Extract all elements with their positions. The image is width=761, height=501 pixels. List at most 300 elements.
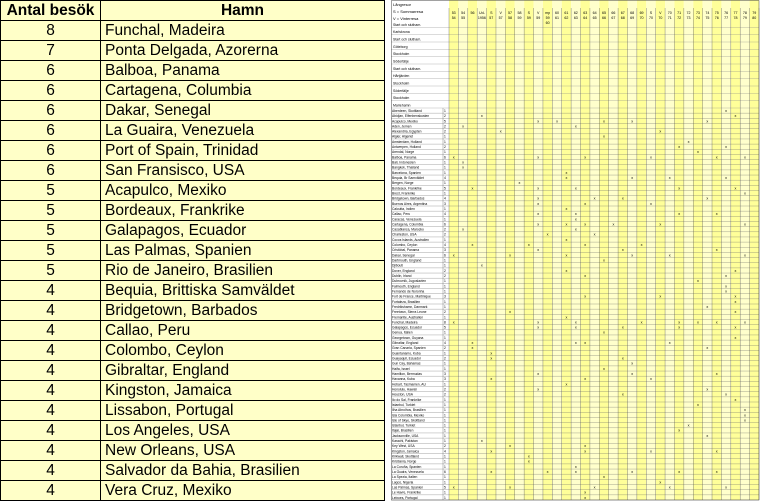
visit-count-cell: 4 bbox=[1, 281, 101, 301]
voyage-visit-mark: x bbox=[471, 186, 474, 191]
voyage-visit-mark: x bbox=[565, 176, 568, 181]
schedule-port-count: 2 bbox=[444, 227, 446, 232]
voyage-visit-mark: x bbox=[565, 315, 568, 320]
column-header-label: 59 bbox=[526, 16, 531, 20]
voyage-visit-mark: x bbox=[593, 485, 596, 490]
voyage-visit-mark: x bbox=[546, 470, 549, 475]
table-row bbox=[1, 321, 385, 341]
voyage-visit-mark: x bbox=[706, 346, 709, 351]
schedule-port-label: Houston, USA bbox=[392, 392, 413, 397]
schedule-port-label: Ilo do Sal, Frankrike bbox=[392, 397, 422, 402]
voyage-visit-mark: x bbox=[527, 459, 530, 464]
schedule-port-count: 1 bbox=[444, 289, 446, 294]
port-name-cell: San Fransisco, USA bbox=[101, 161, 385, 181]
schedule-port-label: Kirkwall, Skottland bbox=[392, 454, 419, 459]
voyage-visit-mark: x bbox=[631, 119, 634, 124]
visit-count-cell: 6 bbox=[1, 121, 101, 141]
voyage-visit-mark: x bbox=[621, 392, 624, 397]
column-header-label: 63 bbox=[573, 16, 578, 20]
voyage-visit-mark: x bbox=[678, 470, 681, 475]
table-row bbox=[1, 121, 385, 141]
schedule-port-label: Dakar, Senegal bbox=[392, 253, 415, 258]
table-row bbox=[1, 201, 385, 221]
voyage-visit-mark: x bbox=[659, 129, 662, 134]
schedule-port-count: 1 bbox=[444, 284, 446, 289]
schedule-port-count: 1 bbox=[444, 408, 446, 413]
column-header-label: 61 bbox=[564, 11, 569, 15]
schedule-port-label: Gun Cay, Bahamas bbox=[392, 361, 421, 366]
schedule-column-stripe bbox=[750, 0, 759, 500]
schedule-port-label: Jacksonville, USA bbox=[392, 433, 419, 438]
schedule-column-stripe bbox=[599, 0, 608, 500]
voyage-visit-mark: x bbox=[565, 253, 568, 258]
schedule-port-count: 2 bbox=[444, 346, 446, 351]
schedule-column-stripe bbox=[562, 0, 571, 500]
visit-count-cell: 5 bbox=[1, 201, 101, 221]
schedule-port-count: 1 bbox=[444, 304, 446, 309]
schedule-port-label: Acapulco, Mexiko bbox=[392, 119, 418, 124]
column-header-label: 58 bbox=[517, 11, 522, 15]
voyage-visit-mark: x bbox=[565, 206, 568, 211]
voyage-visit-mark: x bbox=[509, 444, 512, 449]
column-header-label: 56 bbox=[470, 11, 475, 15]
table-row bbox=[1, 481, 385, 501]
port-name-cell: Balboa, Panama bbox=[101, 61, 385, 81]
table-row bbox=[1, 261, 385, 281]
voyage-visit-mark: x bbox=[650, 201, 652, 206]
schedule-port-label: Fremantle, Australien bbox=[392, 315, 424, 320]
column-header-label: 70 bbox=[667, 11, 672, 15]
schedule-port-count: 6 bbox=[444, 470, 446, 475]
port-name-cell: Bridgetown, Barbados bbox=[101, 301, 385, 321]
schedule-port-label: Fort de France, Martinique bbox=[392, 294, 431, 299]
voyage-visit-mark: x bbox=[509, 310, 512, 315]
voyage-visit-mark: x bbox=[584, 155, 587, 160]
voyage-visit-mark: x bbox=[725, 485, 728, 490]
schedule-port-count: 1 bbox=[444, 480, 446, 485]
schedule-port-label: Gibraltar, England bbox=[392, 341, 419, 346]
column-header-label: 77 bbox=[724, 16, 729, 20]
schedule-port-count: 1 bbox=[444, 439, 446, 444]
column-header-label: 72 bbox=[686, 11, 691, 15]
visit-count-cell: 7 bbox=[1, 41, 101, 61]
schedule-column-stripe bbox=[496, 0, 505, 500]
schedule-port-count: 1 bbox=[444, 351, 446, 356]
voyage-visit-mark: x bbox=[452, 155, 455, 160]
schedule-port-label: Dover, England bbox=[392, 268, 415, 273]
table-row bbox=[1, 41, 385, 61]
voyage-visit-mark: x bbox=[537, 320, 540, 325]
voyage-visit-mark: x bbox=[584, 449, 587, 454]
column-header-label: 70 bbox=[639, 16, 644, 20]
voyage-visit-mark: x bbox=[668, 485, 671, 490]
voyage-visit-mark: x bbox=[725, 274, 728, 279]
voyage-visit-mark: x bbox=[631, 372, 634, 377]
legend-text: S = Sommarresa bbox=[393, 9, 424, 14]
section-row-label: Göteborg bbox=[393, 44, 408, 49]
column-header-label: 55 bbox=[461, 16, 466, 20]
voyage-visit-mark: x bbox=[743, 418, 746, 423]
voyage-visit-mark: x bbox=[603, 475, 605, 480]
voyage-visit-mark: x bbox=[490, 377, 493, 382]
section-row-label: Start och slutham. bbox=[393, 37, 422, 42]
section-row-label: Start och slutham. bbox=[393, 66, 422, 71]
voyage-visit-mark: x bbox=[537, 119, 540, 124]
schedule-port-count: 1 bbox=[444, 366, 446, 371]
schedule-port-count: 1 bbox=[444, 433, 446, 438]
voyage-schedule-grid bbox=[391, 0, 761, 501]
schedule-port-label: Isla Colombia, Mexiko bbox=[392, 413, 425, 418]
port-name-cell: Las Palmas, Spanien bbox=[101, 241, 385, 261]
voyage-visit-mark: x bbox=[715, 470, 718, 475]
table-row bbox=[1, 361, 385, 381]
schedule-port-count: 1 bbox=[444, 134, 446, 139]
voyage-visit-mark: x bbox=[603, 330, 605, 335]
voyage-visit-mark: x bbox=[631, 253, 634, 258]
voyage-visit-mark: x bbox=[640, 243, 643, 248]
schedule-port-count: 1 bbox=[444, 191, 446, 196]
schedule-port-label: Cristóbal, Panama bbox=[392, 248, 420, 253]
voyage-visit-mark: x bbox=[725, 145, 728, 150]
schedule-port-label: Djibouti bbox=[392, 263, 403, 268]
visit-count-cell: 4 bbox=[1, 341, 101, 361]
port-name-cell: Bequia, Brittiska Samväldet bbox=[101, 281, 385, 301]
column-header-label: S bbox=[527, 11, 531, 15]
schedule-column-stripe bbox=[740, 0, 749, 500]
voyage-visit-mark: x bbox=[696, 279, 699, 284]
column-header-label: V bbox=[659, 11, 662, 15]
schedule-port-label: Balboa, Panama bbox=[392, 155, 417, 160]
schedule-port-label: Charleston, USA bbox=[392, 232, 417, 237]
column-header-label: V bbox=[537, 11, 540, 15]
schedule-port-count: 2 bbox=[444, 114, 446, 119]
voyage-visit-mark: x bbox=[640, 320, 643, 325]
voyage-visit-mark: x bbox=[471, 243, 474, 248]
voyage-visit-mark: x bbox=[603, 258, 605, 263]
schedule-port-count: 6 bbox=[444, 253, 446, 258]
schedule-port-label: Isle of Skye, Skottland bbox=[392, 418, 425, 423]
port-name-cell: Callao, Peru bbox=[101, 321, 385, 341]
schedule-port-label: Itajai, Brasilien bbox=[392, 428, 414, 433]
port-name-cell: Salvador da Bahia, Brasilien bbox=[101, 461, 385, 481]
port-name-cell: La Guaira, Venezuela bbox=[101, 121, 385, 141]
voyage-visit-mark: x bbox=[518, 181, 521, 186]
voyage-visit-mark: x bbox=[574, 325, 577, 330]
legend-text: V = Vinterresa bbox=[393, 16, 419, 21]
voyage-visit-mark: x bbox=[546, 232, 549, 237]
visit-count-cell: 6 bbox=[1, 161, 101, 181]
schedule-port-label: Istanbul, Turkiet bbox=[392, 423, 416, 428]
column-header-label: 66 bbox=[602, 16, 606, 20]
column-header-label: V bbox=[499, 11, 502, 15]
schedule-port-label: Freetown, Sierra Leone bbox=[392, 310, 427, 315]
schedule-port-count: 1 bbox=[444, 413, 446, 418]
voyage-visit-mark: x bbox=[537, 155, 540, 160]
schedule-port-label: Amsterdam, Holland bbox=[392, 139, 422, 144]
column-header-label: 75 bbox=[714, 11, 719, 15]
schedule-port-label: Arendal, Norge bbox=[392, 150, 415, 155]
schedule-port-label: Cocos Islands, Australien bbox=[392, 237, 430, 242]
port-name-cell: Bordeaux, Frankrike bbox=[101, 201, 385, 221]
column-header-label: 72 bbox=[677, 16, 682, 20]
voyage-visit-mark: x bbox=[452, 485, 455, 490]
visit-count-cell: 4 bbox=[1, 481, 101, 501]
table-row bbox=[1, 301, 385, 321]
voyage-visit-mark: x bbox=[574, 227, 577, 232]
schedule-port-label: Cartagena, Columbia bbox=[392, 222, 424, 227]
schedule-port-count: 1 bbox=[444, 464, 446, 469]
voyage-schedule-grid-panel bbox=[391, 0, 761, 501]
voyage-visit-mark: x bbox=[480, 439, 483, 444]
schedule-port-count: 2 bbox=[444, 268, 446, 273]
schedule-port-count: 2 bbox=[444, 124, 446, 129]
schedule-column-stripe bbox=[543, 0, 552, 500]
port-name-cell: Port of Spain, Trinidad bbox=[101, 141, 385, 161]
column-header-label: 60 bbox=[555, 11, 560, 15]
voyage-visit-mark: x bbox=[734, 335, 737, 340]
voyage-visit-mark: x bbox=[565, 222, 568, 227]
visit-count-cell: 4 bbox=[1, 361, 101, 381]
schedule-port-count: 3 bbox=[444, 201, 446, 206]
schedule-column-stripe bbox=[674, 0, 683, 500]
voyage-visit-mark: x bbox=[490, 449, 493, 454]
schedule-port-count: 8 bbox=[444, 320, 446, 325]
column-header-label: 61 bbox=[555, 16, 560, 20]
schedule-port-label: Barcelona, Spanien bbox=[392, 170, 421, 175]
voyage-visit-mark: x bbox=[537, 387, 540, 392]
voyage-visit-mark: x bbox=[527, 243, 530, 248]
voyage-visit-mark: x bbox=[537, 222, 540, 227]
voyage-visit-mark: x bbox=[743, 253, 746, 258]
voyage-visit-mark: x bbox=[574, 217, 577, 222]
voyage-visit-mark: x bbox=[584, 201, 587, 206]
section-row-label: Hårtjärden bbox=[393, 74, 410, 79]
voyage-visit-mark: x bbox=[668, 341, 671, 346]
schedule-port-count: 1 bbox=[444, 263, 446, 268]
schedule-port-label: Galapagos, Ecuador bbox=[392, 325, 423, 330]
column-header-label: 73 bbox=[695, 11, 700, 15]
voyage-visit-mark: x bbox=[480, 114, 483, 119]
port-name-cell: Colombo, Ceylon bbox=[101, 341, 385, 361]
voyage-visit-mark: x bbox=[537, 196, 540, 201]
column-header-label: Ud- bbox=[478, 11, 485, 15]
table-row bbox=[1, 81, 385, 101]
voyage-visit-mark: x bbox=[537, 186, 540, 191]
voyage-visit-mark: x bbox=[631, 176, 634, 181]
column-header-label: 69 bbox=[639, 11, 644, 15]
voyage-visit-mark: x bbox=[715, 320, 718, 325]
schedule-column-stripe bbox=[552, 0, 561, 500]
schedule-port-count: 1 bbox=[444, 237, 446, 242]
schedule-port-label: La Guaira, Venezuela bbox=[392, 470, 424, 475]
voyage-visit-mark: x bbox=[715, 248, 718, 253]
voyage-visit-mark: x bbox=[706, 304, 709, 309]
schedule-port-count: 1 bbox=[444, 418, 446, 423]
voyage-visit-mark: x bbox=[471, 346, 474, 351]
schedule-port-count: 1 bbox=[444, 335, 446, 340]
voyage-visit-mark: x bbox=[537, 372, 540, 377]
column-header-label: 78 bbox=[733, 16, 738, 20]
port-name-cell: Rio de Janeiro, Brasilien bbox=[101, 261, 385, 281]
visit-count-cell: 5 bbox=[1, 241, 101, 261]
column-header-label: 69 bbox=[630, 16, 635, 20]
voyage-visit-mark: x bbox=[621, 325, 624, 330]
table-row bbox=[1, 161, 385, 181]
schedule-port-label: Dubrovnik, Jugoslavien bbox=[392, 279, 427, 284]
schedule-column-stripe bbox=[477, 0, 486, 500]
schedule-port-count: 6 bbox=[444, 222, 446, 227]
header-visit-count: Antal besök bbox=[1, 1, 101, 21]
schedule-port-count: 5 bbox=[444, 186, 446, 191]
ports-table-body bbox=[1, 21, 385, 501]
voyage-visit-mark: x bbox=[584, 243, 587, 248]
schedule-port-label: Buenos Aires, Argentina bbox=[392, 201, 428, 206]
column-header-label: 53 bbox=[451, 11, 456, 15]
schedule-port-label: Leixoes, Portugal bbox=[392, 495, 418, 500]
header-port: Hamn bbox=[101, 1, 385, 21]
schedule-port-count: 1 bbox=[444, 361, 446, 366]
voyage-visit-mark: x bbox=[668, 253, 671, 258]
schedule-column-stripe bbox=[458, 0, 467, 500]
visit-count-cell: 5 bbox=[1, 261, 101, 281]
visit-count-cell: 6 bbox=[1, 61, 101, 81]
column-header-label: 68 bbox=[620, 16, 625, 20]
visit-count-cell: 5 bbox=[1, 221, 101, 241]
column-header-label: 59 bbox=[545, 16, 550, 20]
schedule-port-label: Calcutta, Indien bbox=[392, 206, 415, 211]
schedule-port-label: Guayaquil, Ecuador bbox=[392, 356, 421, 361]
voyage-visit-mark: x bbox=[612, 222, 615, 227]
schedule-port-count: 2 bbox=[444, 145, 446, 150]
column-header-label: 60 bbox=[545, 21, 550, 25]
schedule-port-label: Hamilton, Bermudas bbox=[392, 372, 422, 377]
schedule-column-stripe bbox=[524, 0, 533, 500]
column-header-label: 77 bbox=[733, 11, 738, 15]
column-header-label: 71 bbox=[667, 16, 672, 20]
visit-count-cell: 4 bbox=[1, 401, 101, 421]
voyage-visit-mark: x bbox=[565, 268, 568, 273]
column-header-label: 71 bbox=[677, 11, 682, 15]
schedule-port-label: Casablanca, Marocko bbox=[392, 227, 424, 232]
port-name-cell: New Orleans, USA bbox=[101, 441, 385, 461]
schedule-port-count: 5 bbox=[444, 325, 446, 330]
voyage-visit-mark: x bbox=[537, 212, 540, 217]
voyage-visit-mark: x bbox=[734, 325, 737, 330]
schedule-port-count: 1 bbox=[444, 279, 446, 284]
voyage-visit-mark: x bbox=[584, 495, 587, 500]
visit-count-cell: 6 bbox=[1, 141, 101, 161]
schedule-port-label: Istanbul, Turkiet bbox=[392, 402, 416, 407]
column-header-label: 75 bbox=[705, 16, 710, 20]
schedule-port-label: Aden, Jemen bbox=[392, 124, 412, 129]
schedule-port-label: Genua, Italien bbox=[392, 330, 413, 335]
voyage-visit-mark: x bbox=[537, 248, 540, 253]
port-name-cell: Los Angeles, USA bbox=[101, 421, 385, 441]
schedule-port-label: Brest, Frankrike bbox=[392, 191, 416, 196]
schedule-column-stripe bbox=[637, 0, 646, 500]
column-header-label: 58 bbox=[508, 16, 513, 20]
voyage-visit-mark: x bbox=[650, 377, 652, 382]
port-name-cell: Dakar, Senegal bbox=[101, 101, 385, 121]
voyage-visit-mark: x bbox=[668, 176, 671, 181]
voyage-visit-mark: x bbox=[631, 470, 634, 475]
schedule-port-count: 2 bbox=[444, 444, 446, 449]
voyage-visit-mark: x bbox=[743, 155, 746, 160]
table-row bbox=[1, 221, 385, 241]
schedule-port-count: 4 bbox=[444, 176, 446, 181]
visit-count-cell: 8 bbox=[1, 21, 101, 41]
column-header-label: 79 bbox=[752, 11, 757, 15]
schedule-port-count: 1 bbox=[444, 382, 446, 387]
schedule-column-stripe bbox=[693, 0, 702, 500]
table-row bbox=[1, 401, 385, 421]
voyage-visit-mark: x bbox=[584, 274, 587, 279]
schedule-port-count: 1 bbox=[444, 181, 446, 186]
voyage-visit-mark: x bbox=[499, 129, 502, 134]
voyage-visit-mark: x bbox=[734, 114, 737, 119]
voyage-visit-mark: x bbox=[584, 341, 587, 346]
voyage-visit-mark: x bbox=[593, 232, 596, 237]
schedule-column-stripe bbox=[515, 0, 524, 500]
schedule-port-label: Alexandria, Egypten bbox=[392, 129, 422, 134]
voyage-visit-mark: x bbox=[715, 449, 718, 454]
schedule-column-stripe bbox=[468, 0, 477, 500]
schedule-port-label: Antwerpen, Holland bbox=[392, 145, 421, 150]
section-row-label: Mariehamn bbox=[393, 103, 411, 108]
column-header-label: 74 bbox=[705, 11, 710, 15]
voyage-visit-mark: x bbox=[696, 150, 699, 155]
port-name-cell: Kingston, Jamaica bbox=[101, 381, 385, 401]
schedule-port-count: 1 bbox=[444, 258, 446, 263]
schedule-port-count: 2 bbox=[444, 274, 446, 279]
column-header-label: 80 bbox=[752, 16, 757, 20]
voyage-visit-mark: x bbox=[659, 294, 662, 299]
voyage-visit-mark: x bbox=[462, 160, 465, 165]
voyage-visit-mark: x bbox=[621, 248, 624, 253]
schedule-port-label: Honolulu, Hawaii bbox=[392, 387, 417, 392]
column-header-label: 62 bbox=[573, 11, 578, 15]
voyage-visit-mark: x bbox=[715, 372, 718, 377]
schedule-port-count: 1 bbox=[444, 428, 446, 433]
schedule-column-stripe bbox=[449, 0, 458, 500]
voyage-visit-mark: x bbox=[490, 351, 493, 356]
voyage-visit-mark: x bbox=[537, 325, 540, 330]
table-header-row bbox=[1, 1, 385, 21]
column-header-label: 54 bbox=[451, 16, 456, 20]
schedule-port-count: 4 bbox=[444, 449, 446, 454]
schedule-port-count: 3 bbox=[444, 294, 446, 299]
voyage-visit-mark: x bbox=[509, 485, 512, 490]
voyage-visit-mark: x bbox=[574, 464, 577, 469]
schedule-port-label: Las Palmas, Spanien bbox=[392, 485, 424, 490]
voyage-visit-mark: x bbox=[678, 186, 681, 191]
schedule-port-label: Havanna, Kuba bbox=[392, 377, 415, 382]
voyage-visit-mark: x bbox=[565, 170, 568, 175]
schedule-port-label: Haifa, Israel bbox=[392, 366, 410, 371]
schedule-port-count: 2 bbox=[444, 232, 446, 237]
visit-count-cell: 6 bbox=[1, 81, 101, 101]
voyage-visit-mark: x bbox=[556, 119, 558, 124]
schedule-column-stripe bbox=[721, 0, 730, 500]
schedule-port-count: 1 bbox=[444, 299, 446, 304]
visit-count-cell: 4 bbox=[1, 381, 101, 401]
schedule-port-count: 3 bbox=[444, 372, 446, 377]
schedule-port-count: 1 bbox=[444, 139, 446, 144]
schedule-port-label: Bangkok, Thailand bbox=[392, 165, 420, 170]
voyage-visit-mark: x bbox=[650, 449, 652, 454]
column-header-label: 67 bbox=[611, 16, 616, 20]
voyage-visit-mark: x bbox=[696, 402, 699, 407]
